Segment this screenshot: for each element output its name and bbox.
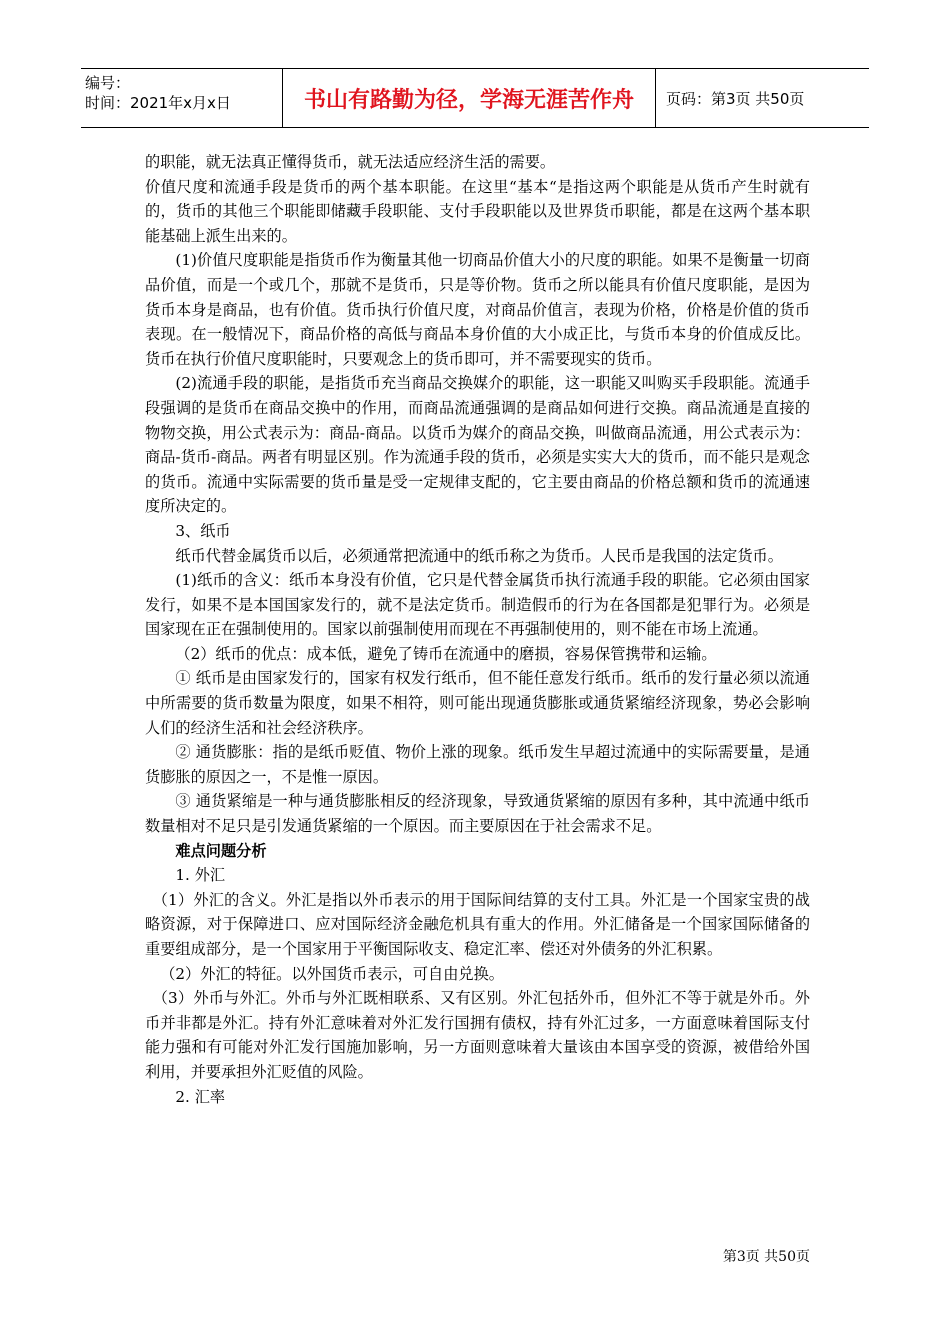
paragraph: （2）外汇的特征。以外国货币表示，可自由兑换。	[160, 964, 504, 983]
section-heading: 3、纸币	[175, 521, 231, 540]
document-time-label: 时间：2021年x月x日	[85, 94, 231, 112]
paragraph: (1)价值尺度职能是指货币作为衡量其他一切商品价值大小的尺度的职能。如果不是衡量一切商品价值，而是一个或几个，那就不是货币，只是等价物。货币之所以能具有价值尺度职能，是因为货币本身是商品，也有价值。货币执行价值尺度，对商品价值言，表现为价格，价格是价值的货币表现。在一般情况下，商品价格的高低与商品本身价值的大小成正比，与货币本身的价值成反比。货币在执行价值尺度职能时，只要观念上的货币即可，并不需要现实的货币。	[145, 251, 810, 368]
page-header	[81, 68, 869, 128]
header-page-number: 页码：第3页 共50页	[666, 89, 805, 108]
section-heading: 难点问题分析	[175, 841, 267, 860]
page-footer: 第3页 共50页	[722, 1249, 810, 1265]
paragraph: ② 通货膨胀：指的是纸币贬值、物价上涨的现象。纸币发生早超过流通中的实际需要量，是通货膨胀的原因之一，不是惟一原因。	[145, 743, 810, 786]
paragraph: 的职能，就无法真正懂得货币，就无法适应经济生活的需要。	[145, 153, 556, 171]
subsection-heading: 1. 外汇	[175, 866, 226, 885]
document-number-label: 编号：	[85, 74, 131, 92]
header-motto: 书山有路勤为径，学海无涯苦作舟	[282, 69, 656, 127]
paragraph: （2）纸币的优点：成本低，避免了铸币在流通中的磨损，容易保管携带和运输。	[175, 644, 717, 663]
header-meta	[81, 69, 282, 127]
subsection-heading: 2. 汇率	[175, 1087, 226, 1106]
paragraph: 价值尺度和流通手段是货币的两个基本职能。在这里“基本“是指这两个职能是从货币产生时就有的，货币的其他三个职能即储藏手段职能、支付手段职能以及世界货币职能，都是在这两个基本职能基础上派生出来的。	[145, 177, 810, 245]
paragraph: (2)流通手段的职能，是指货币充当商品交换媒介的职能，这一职能又叫购买手段职能。流通手段强调的是货币在商品交换中的作用，而商品流通强调的是商品如何进行交换。商品流通是直接的物物交换，用公式表示为：商品-商品。以货币为媒介的商品交换，叫做商品流通，用公式表示为：商品-货币-商品。两者有明显区别。作为流通手段的货币，必须是实实大大的货币，而不能只是观念的货币。流通中实际需要的货币量是受一定规律支配的，它主要由商品的价格总额和货币的流通速度所决定的。	[145, 374, 810, 516]
paragraph: ③ 通货紧缩是一种与通货膨胀相反的经济现象，导致通货紧缩的原因有多种，其中流通中纸币数量相对不足只是引发通货紧缩的一个原因。而主要原因在于社会需求不足。	[145, 792, 810, 836]
paragraph: （1）外汇的含义。外汇是指以外币表示的用于国际间结算的支付工具。外汇是一个国家宝贵的战略资源，对于保障进口、应对国际经济金融危机具有重大的作用。外汇储备是一个国家国际储备的重要组成部分，是一个国家用于平衡国际收支、稳定汇率、偿还对外债务的外汇积累。	[145, 890, 810, 958]
paragraph: ① 纸币是由国家发行的，国家有权发行纸币，但不能任意发行纸币。纸币的发行量必须以流通中所需要的货币数量为限度，如果不相符，则可能出现通货膨胀或通货紧缩经济现象，势必会影响人们的经济生活和社会经济秩序。	[145, 669, 810, 737]
paragraph: 纸币代替金属货币以后，必须通常把流通中的纸币称之为货币。人民币是我国的法定货币。	[175, 546, 783, 565]
paragraph: (1)纸币的含义：纸币本身没有价值，它只是代替金属货币执行流通手段的职能。它必须由国家发行，如果不是本国国家发行的，就不是法定货币。制造假币的行为在各国都是犯罪行为。必须是国家现在正在强制使用的。国家以前强制使用而现在不再强制使用的，则不能在市场上流通。	[145, 571, 810, 639]
document-body	[145, 150, 810, 1109]
paragraph: （3）外币与外汇。外币与外汇既相联系、又有区别。外汇包括外币，但外汇不等于就是外币。外币并非都是外汇。持有外汇意味着对外汇发行国拥有债权，持有外汇过多，一方面意味着国际支付能力强和有可能对外汇发行国施加影响，另一方面则意味着大量该由本国享受的资源，被借给外国利用，并要承担外汇贬值的风险。	[145, 989, 810, 1081]
